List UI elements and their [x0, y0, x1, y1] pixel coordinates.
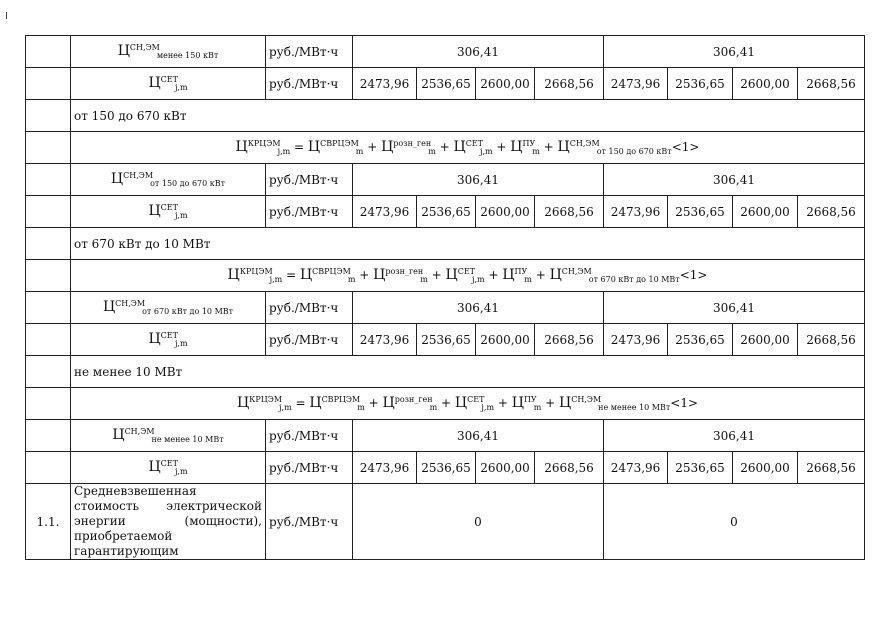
index-cell: [26, 420, 71, 452]
index-cell: [26, 324, 71, 356]
unit-cell: руб./МВт·ч: [266, 420, 353, 452]
formula-row: [26, 132, 865, 164]
row-sn-em: [26, 36, 865, 68]
value-cell: 2600,00: [733, 324, 798, 356]
unit-cell: руб./МВт·ч: [266, 292, 353, 324]
value-cell: 2668,56: [798, 196, 865, 228]
symbol-cell: $Ц^{СН,ЭМ}_{менее 150 кВт}$: [71, 36, 266, 68]
value-cell: 2536,65: [668, 324, 733, 356]
formula: $Ц^{КРЦЭМ}_{j,m} = Ц^{СВРЦЭМ}_m + Ц^{розн\_ген}_m + Ц^{СЕТ}_{j,m} + Ц^{ПУ}_m + Ц^{СН,ЭМ}_{от 670 кВт до 10 МВт}<1>$: [71, 260, 865, 292]
section-title: от 670 кВт до 10 МВт: [71, 228, 865, 260]
symbol-cell: $Ц^{СН,ЭМ}_{не менее 10 МВт}$: [71, 420, 266, 452]
row-set: [26, 68, 865, 100]
value-cell: 0: [353, 484, 604, 560]
symbol-cell: $Ц^{СЕТ}_{j,m}$: [71, 452, 266, 484]
index-cell: [26, 164, 71, 196]
symbol-cell: $Ц^{СЕТ}_{j,m}$: [71, 324, 266, 356]
formula: $Ц^{КРЦЭМ}_{j,m} = Ц^{СВРЦЭМ}_m + Ц^{розн\_ген}_m + Ц^{СЕТ}_{j,m} + Ц^{ПУ}_m + Ц^{СН,ЭМ}_{от 150 до 670 кВт}<1>$: [71, 132, 865, 164]
value-cell: 2600,00: [733, 452, 798, 484]
value-cell: 2668,56: [535, 452, 604, 484]
section-row: [26, 100, 865, 132]
value-cell: 0: [604, 484, 865, 560]
unit-cell: руб./МВт·ч: [266, 68, 353, 100]
value-cell: 2473,96: [353, 196, 417, 228]
unit-cell: руб./МВт·ч: [266, 196, 353, 228]
row-average-cost: [26, 484, 865, 560]
value-cell: 2473,96: [353, 452, 417, 484]
section-row: [26, 228, 865, 260]
index-cell: [26, 36, 71, 68]
value-cell: 2600,00: [733, 196, 798, 228]
row-description: Средневзвешенная стоимость электрической энергии (мощности), приобретаемой гарантирующим: [71, 484, 266, 560]
index-cell: [26, 388, 71, 420]
index-cell: [26, 228, 71, 260]
value-cell: 2668,56: [535, 196, 604, 228]
index-cell: [26, 100, 71, 132]
value-cell: 2536,65: [417, 452, 476, 484]
row-sn-em: [26, 420, 865, 452]
unit-cell: руб./МВт·ч: [266, 484, 353, 560]
row-index: 1.1.: [26, 484, 71, 560]
value-cell: 2536,65: [417, 68, 476, 100]
value-cell: 306,41: [604, 164, 865, 196]
value-cell: 306,41: [604, 420, 865, 452]
formula-row: [26, 388, 865, 420]
row-set: [26, 452, 865, 484]
formula: $Ц^{КРЦЭМ}_{j,m} = Ц^{СВРЦЭМ}_m + Ц^{розн\_ген}_m + Ц^{СЕТ}_{j,m} + Ц^{ПУ}_m + Ц^{СН,ЭМ}_{не менее 10 МВт}<1>$: [71, 388, 865, 420]
value-cell: 2600,00: [733, 68, 798, 100]
value-cell: 2536,65: [668, 196, 733, 228]
value-cell: 306,41: [604, 36, 865, 68]
value-cell: 2668,56: [535, 68, 604, 100]
value-cell: 2473,96: [353, 324, 417, 356]
value-cell: 2473,96: [353, 68, 417, 100]
index-cell: [26, 196, 71, 228]
value-cell: 2668,56: [798, 452, 865, 484]
index-cell: [26, 292, 71, 324]
value-cell: 306,41: [353, 420, 604, 452]
value-cell: 2473,96: [604, 68, 668, 100]
value-cell: 2536,65: [668, 452, 733, 484]
formula-row: [26, 260, 865, 292]
margin-mark: [6, 12, 7, 19]
row-sn-em: [26, 292, 865, 324]
unit-cell: руб./МВт·ч: [266, 452, 353, 484]
value-cell: 2473,96: [604, 452, 668, 484]
value-cell: 2600,00: [476, 324, 535, 356]
value-cell: 306,41: [353, 164, 604, 196]
unit-cell: руб./МВт·ч: [266, 164, 353, 196]
value-cell: 2600,00: [476, 68, 535, 100]
value-cell: 2600,00: [476, 452, 535, 484]
value-cell: 2536,65: [417, 324, 476, 356]
value-cell: 2668,56: [798, 68, 865, 100]
value-cell: 306,41: [353, 292, 604, 324]
row-set: [26, 324, 865, 356]
index-cell: [26, 356, 71, 388]
tariff-table: [25, 35, 865, 560]
symbol-cell: $Ц^{СЕТ}_{j,m}$: [71, 68, 266, 100]
unit-cell: руб./МВт·ч: [266, 36, 353, 68]
index-cell: [26, 452, 71, 484]
section-title: не менее 10 МВт: [71, 356, 865, 388]
row-sn-em: [26, 164, 865, 196]
index-cell: [26, 260, 71, 292]
unit-cell: руб./МВт·ч: [266, 324, 353, 356]
section-title: от 150 до 670 кВт: [71, 100, 865, 132]
value-cell: 2668,56: [535, 324, 604, 356]
value-cell: 2536,65: [417, 196, 476, 228]
symbol-cell: $Ц^{СН,ЭМ}_{от 150 до 670 кВт}$: [71, 164, 266, 196]
value-cell: 306,41: [604, 292, 865, 324]
symbol-cell: $Ц^{СН,ЭМ}_{от 670 кВт до 10 МВт}$: [71, 292, 266, 324]
value-cell: 2668,56: [798, 324, 865, 356]
index-cell: [26, 68, 71, 100]
value-cell: 2473,96: [604, 324, 668, 356]
value-cell: 2600,00: [476, 196, 535, 228]
row-set: [26, 196, 865, 228]
section-row: [26, 356, 865, 388]
symbol-cell: $Ц^{СЕТ}_{j,m}$: [71, 196, 266, 228]
index-cell: [26, 132, 71, 164]
value-cell: 306,41: [353, 36, 604, 68]
value-cell: 2536,65: [668, 68, 733, 100]
value-cell: 2473,96: [604, 196, 668, 228]
